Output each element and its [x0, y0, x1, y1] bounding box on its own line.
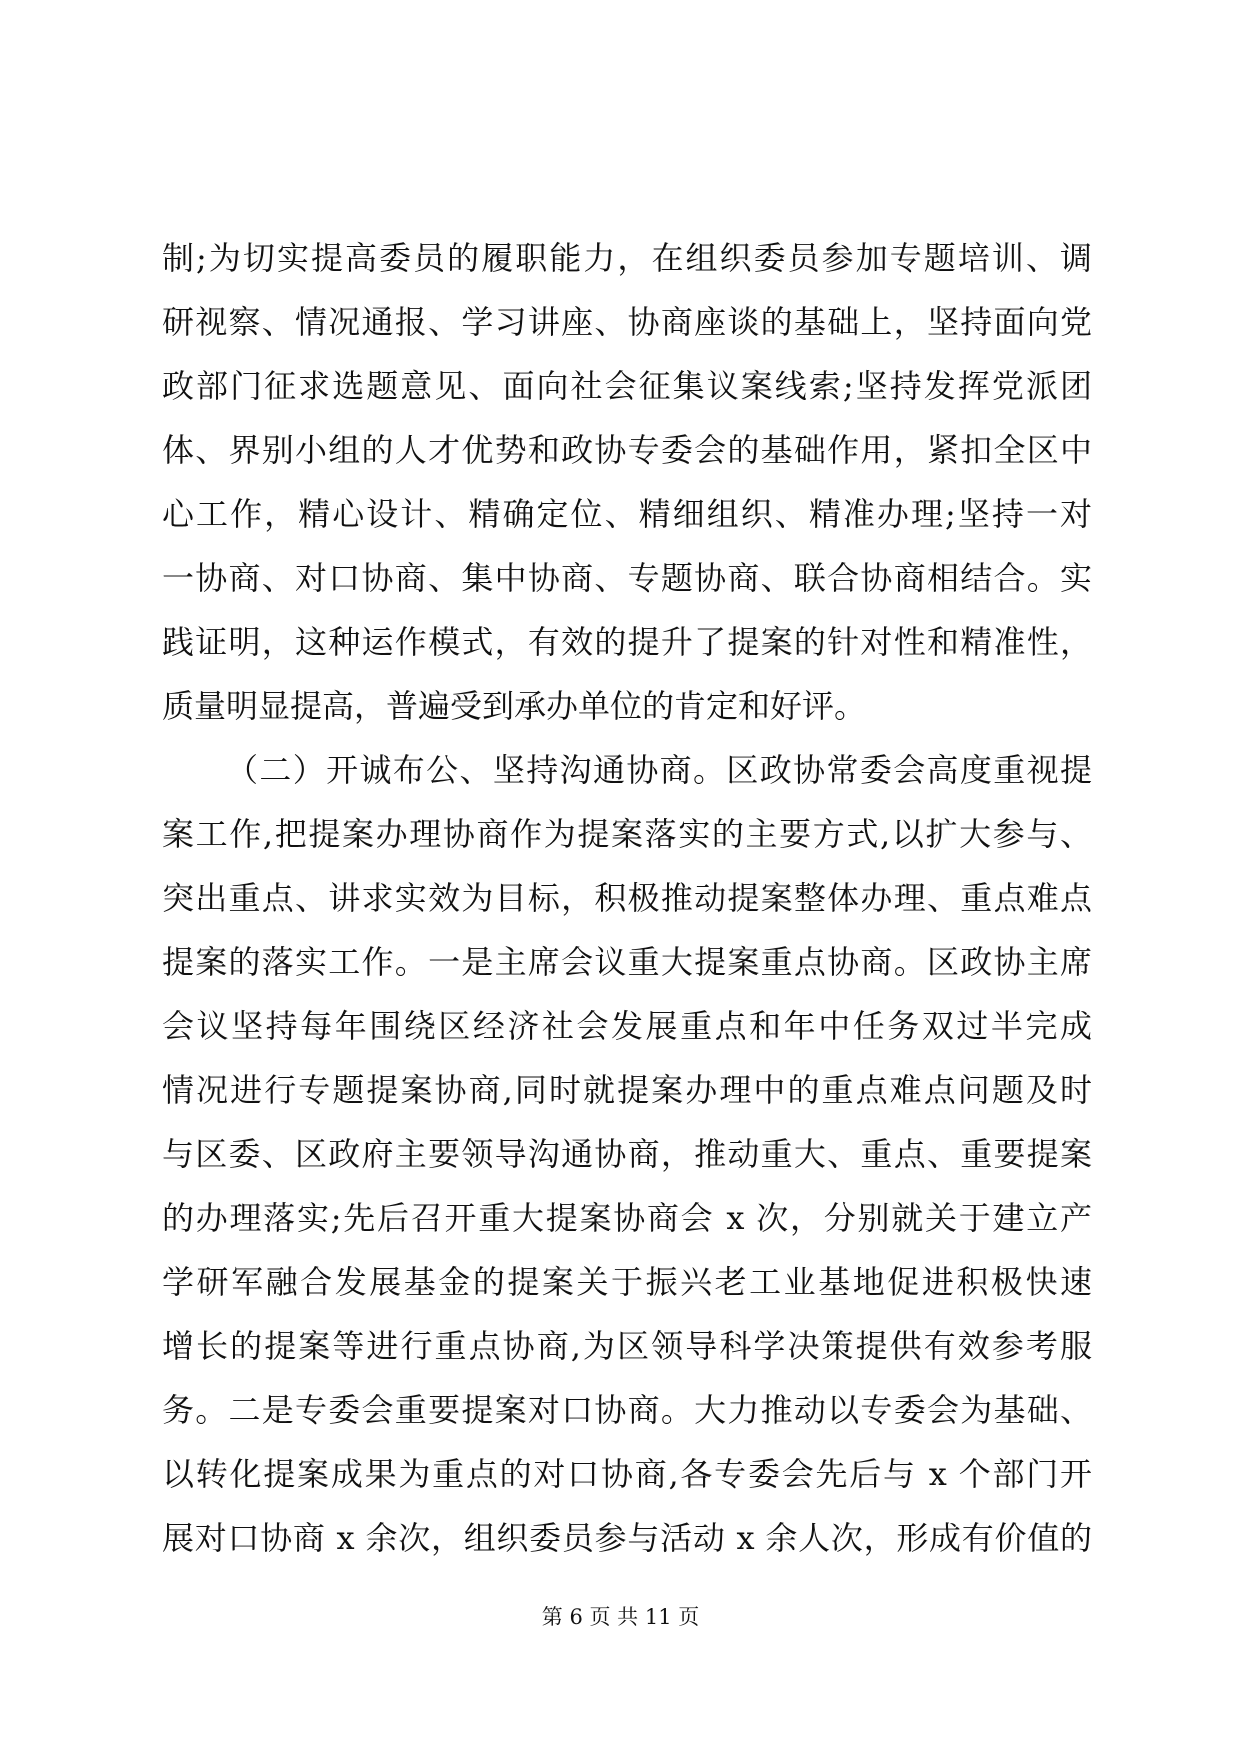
text-line: 与区委、区政府主要领导沟通协商，推动重大、重点、重要提案: [162, 1135, 1092, 1173]
text-line: 质量明显提高，普遍受到承办单位的肯定和好评。: [162, 687, 867, 725]
text-line: 体、界别小组的人才优势和政协专委会的基础作用，紧扣全区中: [162, 431, 1092, 469]
text-line: 增长的提案等进行重点协商,为区领导科学决策提供有效参考服: [162, 1327, 1092, 1365]
text-line: 一协商、对口协商、集中协商、专题协商、联合协商相结合。实: [162, 559, 1092, 597]
text-line: 案工作,把提案办理协商作为提案落实的主要方式,以扩大参与、: [162, 815, 1092, 853]
text-line: 制;为切实提高委员的履职能力，在组织委员参加专题培训、调: [162, 239, 1092, 277]
text-line: 突出重点、讲求实效为目标，积极推动提案整体办理、重点难点: [162, 879, 1092, 917]
text-line: 研视察、情况通报、学习讲座、协商座谈的基础上，坚持面向党: [162, 303, 1092, 341]
text-line: 会议坚持每年围绕区经济社会发展重点和年中任务双过半完成: [162, 1007, 1092, 1045]
paragraph-1: [162, 226, 1092, 738]
text-line: 政部门征求选题意见、面向社会征集议案线索;坚持发挥党派团: [162, 367, 1092, 405]
text-line: （二）开诚布公、坚持沟通协商。区政协常委会高度重视提: [226, 751, 1092, 789]
text-line: 情况进行专题提案协商,同时就提案办理中的重点难点问题及时: [162, 1071, 1092, 1109]
text-line: 展对口协商 x 余次，组织委员参与活动 x 余人次，形成有价值的: [162, 1519, 1092, 1557]
text-line: 践证明，这种运作模式，有效的提升了提案的针对性和精准性，: [162, 623, 1092, 661]
document-body: [162, 226, 1092, 1570]
text-line: 提案的落实工作。一是主席会议重大提案重点协商。区政协主席: [162, 943, 1092, 981]
text-line: 务。二是专委会重要提案对口协商。大力推动以专委会为基础、: [162, 1391, 1092, 1429]
page-number-footer: 第 6 页 共 11 页: [541, 1605, 700, 1629]
paragraph-2: [162, 738, 1092, 1570]
text-line: 学研军融合发展基金的提案关于振兴老工业基地促进积极快速: [162, 1263, 1092, 1301]
text-line: 以转化提案成果为重点的对口协商,各专委会先后与 x 个部门开: [162, 1455, 1092, 1493]
text-line: 心工作，精心设计、精确定位、精细组织、精准办理;坚持一对: [162, 495, 1092, 533]
text-line: 的办理落实;先后召开重大提案协商会 x 次，分别就关于建立产: [162, 1199, 1092, 1237]
